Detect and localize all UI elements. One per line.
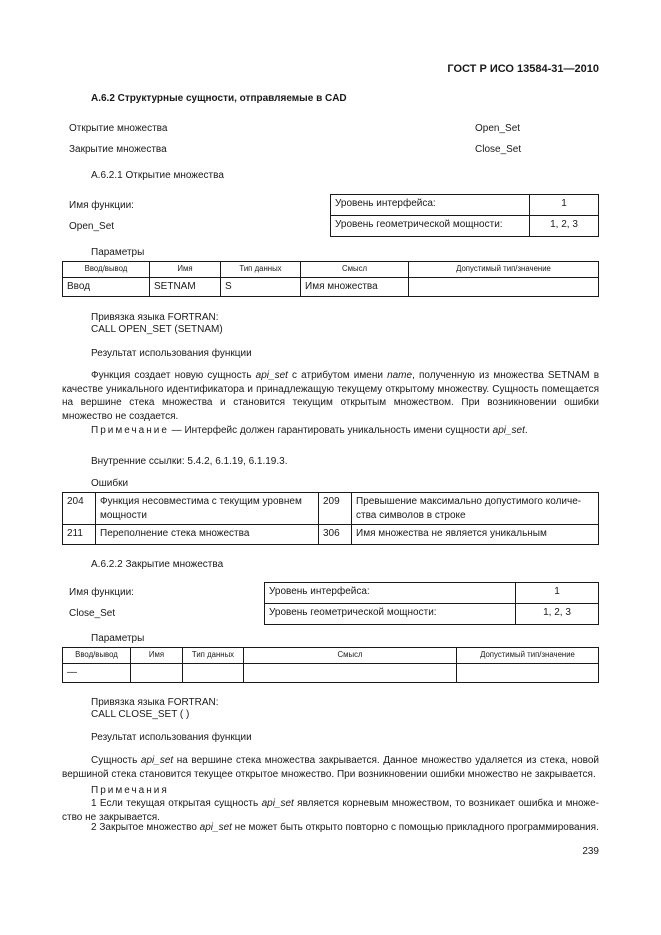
table-cell	[457, 664, 599, 683]
error-code: 204	[63, 493, 96, 525]
entity-code: Open_Set	[475, 123, 521, 134]
result-label: Результат использования функции	[91, 348, 252, 359]
function-name-value: Open_Set	[69, 221, 115, 232]
error-code: 306	[319, 525, 352, 545]
column-header: Тип данных	[183, 648, 244, 664]
errors-label: Ошибки	[91, 478, 129, 489]
column-header: Допустимый тип/значение	[409, 262, 599, 278]
error-text: Имя множества не является уникальным	[352, 525, 599, 545]
error-text: Переполнение стека множества	[96, 525, 319, 545]
geometric-level-label: Уровень геометрической мощности:	[331, 216, 530, 237]
table-cell	[244, 664, 457, 683]
parameters-table	[62, 261, 599, 297]
column-header: Имя	[131, 648, 183, 664]
note-paragraph: Примечание — Интерфейс должен гарантировать уникальность имени сущности api_set.	[91, 425, 528, 436]
column-header: Допустимый тип/значение	[457, 648, 599, 664]
error-code: 209	[319, 493, 352, 525]
table-cell: S	[221, 278, 301, 297]
note-paragraph: 2 Закрытое множество api_set не может быть открыто повторно с помощью прикладного программирования.	[91, 822, 599, 833]
note-paragraph: 1 Если текущая открытая сущность api_set является корневым множеством, то возникает ошибка и множе-ство не закрывается.	[62, 798, 600, 823]
table-cell: —	[63, 664, 131, 683]
interface-level-label: Уровень интерфейса:	[265, 583, 516, 604]
subsection-title: A.6.2.2 Закрытие множества	[91, 559, 224, 570]
geometric-level-value: 1, 2, 3	[530, 216, 599, 237]
interface-level-table	[264, 582, 599, 625]
table-cell	[183, 664, 244, 683]
result-label: Результат использования функции	[91, 732, 252, 743]
result-paragraph: Функция создает новую сущность api_set с атрибутом имени name, полученную из множества SETNAM в качестве уникального идентификатора и принадлежащую текущему открытому множеству. Сущность помещается на вершине стека множества и становится текущим открытым множеством. При возникновении ошибки множество не создается.	[62, 370, 600, 422]
function-name-label: Имя функции:	[69, 200, 134, 211]
table-cell: Имя множества	[301, 278, 409, 297]
page-number: 239	[582, 846, 599, 857]
function-name-value: Close_Set	[69, 608, 116, 619]
column-header: Смысл	[301, 262, 409, 278]
column-header: Ввод/вывод	[63, 262, 150, 278]
column-header: Смысл	[244, 648, 457, 664]
document-standard-header: ГОСТ Р ИСО 13584-31—2010	[447, 63, 599, 75]
geometric-level-label: Уровень геометрической мощности:	[265, 604, 516, 625]
parameters-label: Параметры	[91, 633, 145, 644]
column-header: Имя	[150, 262, 221, 278]
fortran-binding-label: Привязка языка FORTRAN:	[91, 312, 219, 323]
function-name-label: Имя функции:	[69, 587, 134, 598]
fortran-binding-label: Привязка языка FORTRAN:	[91, 697, 219, 708]
parameters-label: Параметры	[91, 247, 145, 258]
subsection-title: A.6.2.1 Открытие множества	[91, 170, 224, 181]
result-paragraph: Сущность api_set на вершине стека множества закрывается. Данное множество удаляется из стека, новой вершиной стека становится текущее открытое множество. При возникновении ошибки множество не закрывается.	[62, 755, 599, 780]
entity-name: Закрытие множества	[69, 144, 167, 155]
geometric-level-value: 1, 2, 3	[516, 604, 599, 625]
interface-level-label: Уровень интерфейса:	[331, 195, 530, 216]
error-code: 211	[63, 525, 96, 545]
section-title: A.6.2 Структурные сущности, отправляемые в CAD	[91, 93, 347, 104]
parameters-table	[62, 647, 599, 683]
notes-label: Примечания	[91, 785, 169, 796]
internal-references: Внутренние ссылки: 5.4.2, 6.1.19, 6.1.19.3.	[91, 456, 288, 467]
error-text: Превышение максимально допустимого количе-ства символов в строке	[352, 493, 599, 525]
table-cell	[131, 664, 183, 683]
entity-code: Close_Set	[475, 144, 522, 155]
fortran-binding-call: CALL CLOSE_SET ( )	[91, 709, 190, 720]
column-header: Тип данных	[221, 262, 301, 278]
table-cell: SETNAM	[150, 278, 221, 297]
column-header: Ввод/вывод	[63, 648, 131, 664]
entity-name: Открытие множества	[69, 123, 168, 134]
interface-level-table	[330, 194, 599, 237]
fortran-binding-call: CALL OPEN_SET (SETNAM)	[91, 324, 223, 335]
table-cell: Ввод	[63, 278, 150, 297]
error-text: Функция несовместима с текущим уровнем мощности	[96, 493, 319, 525]
errors-table	[62, 492, 599, 545]
table-cell	[409, 278, 599, 297]
interface-level-value: 1	[516, 583, 599, 604]
interface-level-value: 1	[530, 195, 599, 216]
